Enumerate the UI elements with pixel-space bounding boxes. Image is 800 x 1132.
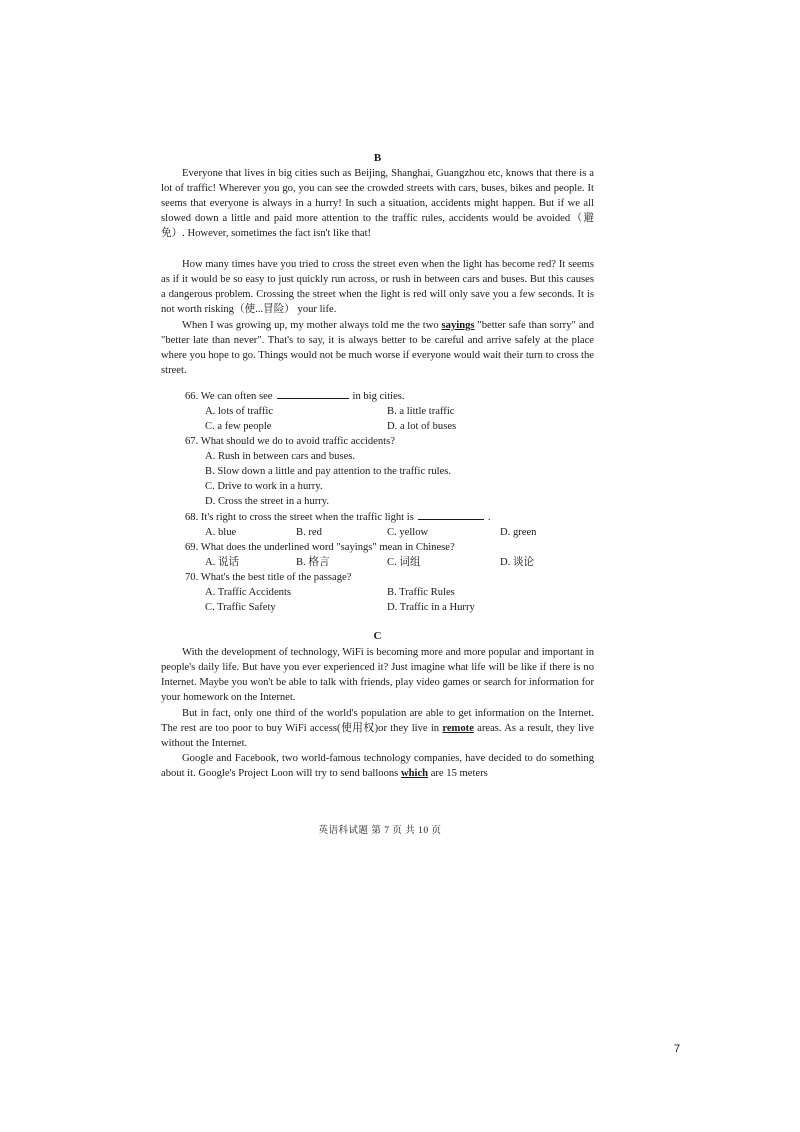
section-b-heading: B	[373, 152, 382, 164]
question-66-stem	[185, 389, 405, 404]
text-run: areas. As a result, they live without the Internet.	[161, 723, 594, 750]
question-69-option-c: C. 词组	[387, 557, 421, 568]
question-67-stem: 67. What should we do to avoid traffic accidents?	[185, 436, 395, 447]
question-69-option-b: B. 格言	[296, 557, 330, 568]
underlined-word-which: which	[400, 768, 429, 780]
question-67-option-c: C. Drive to work in a hurry.	[205, 481, 323, 492]
section-c-paragraph-2	[161, 706, 594, 751]
answer-blank	[277, 389, 349, 399]
text-run: But in fact, only one third of the world's population are able to get information on the Internet. The rest are too poor to buy WiFi access(使用权)or they live in	[161, 708, 594, 735]
question-69-option-a: A. 说话	[205, 557, 240, 568]
question-70-option-a: A. Traffic Accidents	[205, 587, 292, 598]
question-66-option-d: D. a lot of buses	[387, 421, 457, 432]
question-70-option-b: B. Traffic Rules	[387, 587, 455, 598]
underlined-word-sayings: sayings	[441, 320, 475, 331]
question-68-option-d: D. green	[500, 527, 537, 538]
question-70-option-d: D. Traffic in a Hurry	[387, 602, 475, 613]
question-70-option-c: C. Traffic Safety	[205, 602, 276, 613]
question-69-stem: 69. What does the underlined word "sayings" mean in Chinese?	[185, 542, 455, 553]
page-footer: 英语科试题 第 7 页 共 10 页	[318, 826, 442, 836]
text-run: Google and Facebook, two world-famous technology companies, have decided to do something about it. Google's Project Loon will try to send balloons	[161, 753, 594, 780]
question-70-stem: 70. What's the best title of the passage?	[185, 572, 352, 583]
question-66-option-b: B. a little traffic	[387, 406, 455, 417]
text-run: 66. We can often see	[185, 391, 273, 402]
question-68-option-a: A. blue	[205, 527, 237, 538]
page-number: 7	[674, 1043, 681, 1055]
question-67-option-a: A. Rush in between cars and buses.	[205, 451, 356, 462]
section-b-paragraph-1: Everyone that lives in big cities such as Beijing, Shanghai, Guangzhou etc, knows that there is a lot of traffic! Wherever you go, you can see the crowded streets with cars, buses, bikes and people. It seems that everyone is always in a hurry! In such a situation, accidents might happen. But if we all slowed down a little and paid more attention to the traffic rules, accidents would be avoided（避免）. However, sometimes the fact isn't like that!	[161, 168, 594, 240]
text-run: When I was growing up, my mother always told me the two	[182, 320, 442, 331]
question-68-option-c: C. yellow	[387, 527, 429, 538]
text-run: in big cities.	[352, 391, 405, 402]
question-67-option-d: D. Cross the street in a hurry.	[205, 496, 330, 507]
question-67-option-b: B. Slow down a little and pay attention to the traffic rules.	[205, 466, 452, 477]
answer-blank	[418, 510, 484, 520]
question-66-option-a: A. lots of traffic	[205, 406, 274, 417]
question-68-stem	[185, 510, 491, 525]
text-run: .	[487, 512, 491, 523]
question-69-option-d: D. 谈论	[500, 557, 535, 568]
underlined-word-remote: remote	[442, 723, 474, 735]
text-run: 68. It's right to cross the street when the traffic light is	[185, 512, 414, 523]
text-run: "better safe than sorry" and "better late than never". That's to say, it is always better to be careful and arrive safely at the place where you hope to go. Things would not be much worse if everyone would wait their turn to cross the street.	[161, 320, 594, 377]
text-run: are 15 meters	[428, 768, 488, 780]
question-66-option-c: C. a few people	[205, 421, 272, 432]
section-c-heading: C	[373, 630, 382, 642]
section-b-paragraph-2: How many times have you tried to cross the street even when the light has become red? It seems as if it would be so easy to just quickly run across, or rush in between cars and buses. But this causes a dangerous problem. Crossing the street when the light is red will only save you a few seconds. It is not worth risking（使...冒险） your life.	[161, 259, 594, 316]
section-c-paragraph-3	[161, 751, 594, 781]
question-68-option-b: B. red	[296, 527, 322, 538]
section-c-paragraph-1: With the development of technology, WiFi is becoming more and more popular and important in people's daily life. But have you ever experienced it? Just imagine what life will be like if there is no Internet. Maybe you won't be able to talk with friends, play video games or search for information for your homework on the Internet.	[161, 647, 594, 704]
section-b-paragraph-3	[161, 318, 594, 378]
